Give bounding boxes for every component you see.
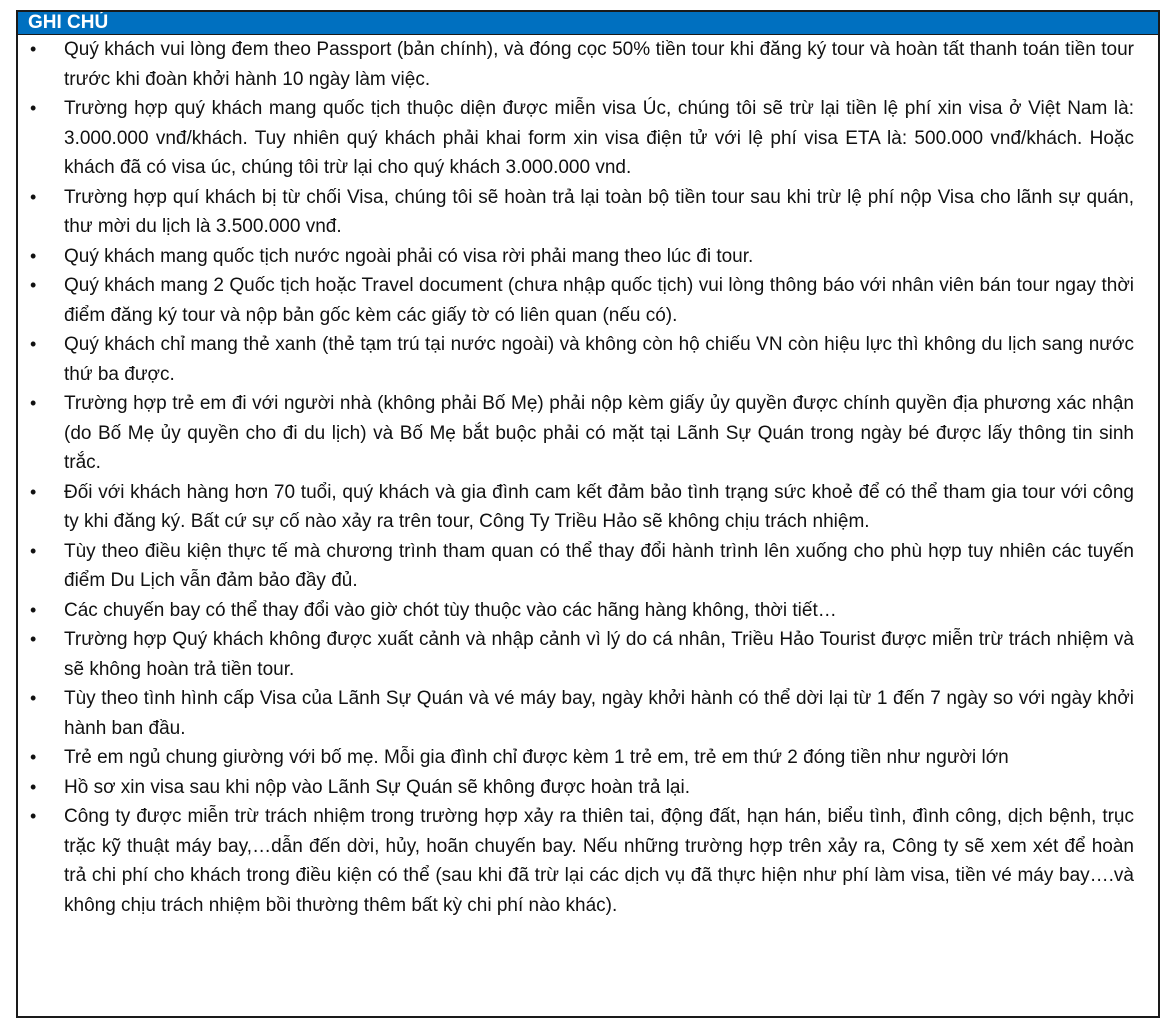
bullet-icon: •: [30, 245, 37, 266]
note-item: [18, 94, 1158, 183]
bullet-icon: •: [30, 629, 37, 649]
note-text: Các chuyến bay có thể thay đổi vào giờ chót tùy thuộc vào các hãng hàng không, thời tiết…: [64, 599, 837, 621]
note-item: [18, 625, 1158, 684]
bullet-icon: •: [30, 98, 37, 118]
note-text: Trường hợp trẻ em đi với người nhà (không phải Bố Mẹ) phải nộp kèm giấy ủy quyền được chính quyền địa phương xác nhận (do Bố Mẹ ủy quyền cho đi du lịch) và Bố Mẹ bắt buộc phải có mặt tại Lãnh Sự Quán trong ngày bé được lấy thông tin sinh trắc.: [64, 393, 1134, 473]
note-text: Công ty được miễn trừ trách nhiệm trong trường hợp xảy ra thiên tai, động đất, hạn hán, biểu tình, đình công, dịch bệnh, trục trặc kỹ thuật máy bay,…dẫn đến dời, hủy, hoãn chuyến bay. Nếu những trường hợp trên xảy ra, Công ty sẽ xem xét để hoàn trả chi phí cho khách trong điều kiện có thể (sau khi đã trừ lại các dịch vụ đã thực hiện như phí làm visa, tiền vé máy bay….và không chịu trách nhiệm bồi thường thêm bất kỳ chi phí nào khác).: [64, 806, 1134, 916]
note-text: Trẻ em ngủ chung giường với bố mẹ. Mỗi gia đình chỉ được kèm 1 trẻ em, trẻ em thứ 2 đóng tiền như người lớn: [64, 747, 1009, 768]
note-item: [18, 35, 1158, 94]
note-item: [18, 271, 1158, 330]
bullet-icon: •: [30, 39, 37, 59]
note-text: Quý khách chỉ mang thẻ xanh (thẻ tạm trú tại nước ngoài) và không còn hộ chiếu VN còn hiệu lực thì không du lịch sang nước thứ ba được.: [64, 334, 1134, 385]
notes-list: [18, 35, 1158, 920]
note-item: [18, 242, 1158, 272]
bullet-icon: •: [30, 275, 37, 295]
note-text: Hồ sơ xin visa sau khi nộp vào Lãnh Sự Quán sẽ không được hoàn trả lại.: [64, 776, 690, 798]
note-item: [18, 478, 1158, 537]
bullet-icon: •: [30, 334, 37, 354]
note-text: Tùy theo tình hình cấp Visa của Lãnh Sự Quán và vé máy bay, ngày khởi hành có thể dời lại từ 1 đến 7 ngày so với ngày khởi hành ban đầu.: [64, 688, 1134, 739]
note-item: [18, 596, 1158, 626]
note-text: Tùy theo điều kiện thực tế mà chương trình tham quan có thể thay đổi hành trình lên xuống cho phù hợp tuy nhiên các tuyến điểm Du Lịch vẫn đảm bảo đầy đủ.: [64, 540, 1134, 591]
bullet-icon: •: [30, 688, 37, 708]
note-item: [18, 183, 1158, 242]
bullet-icon: •: [30, 747, 37, 767]
notes-section: [16, 10, 1160, 1018]
note-item: [18, 330, 1158, 389]
note-text: Trường hợp quý khách mang quốc tịch thuộc diện được miễn visa Úc, chúng tôi sẽ trừ lại tiền lệ phí xin visa ở Việt Nam là: 3.000.000 vnđ/khách. Tuy nhiên quý khách phải khai form xin visa điện tử với lệ phí visa ETA là: 500.000 vnđ/khách. Hoặc khách đã có visa úc, chúng tôi trừ lại cho quý khách 3.000.000 vnd.: [64, 98, 1134, 178]
note-text: Đối với khách hàng hơn 70 tuổi, quý khách và gia đình cam kết đảm bảo tình trạng sức khoẻ để có thể tham gia tour với công ty khi đăng ký. Bất cứ sự cố nào xảy ra trên tour, Công Ty Triều Hảo sẽ không chịu trách nhiệm.: [64, 481, 1134, 532]
bullet-icon: •: [30, 540, 37, 561]
note-item: [18, 743, 1158, 773]
bullet-icon: •: [30, 599, 37, 620]
bullet-icon: •: [30, 186, 37, 207]
bullet-icon: •: [30, 806, 37, 826]
note-text: Trường hợp Quý khách không được xuất cảnh và nhập cảnh vì lý do cá nhân, Triều Hảo Tourist được miễn trừ trách nhiệm và sẽ không hoàn trả tiền tour.: [64, 629, 1134, 680]
bullet-icon: •: [30, 393, 37, 413]
bullet-icon: •: [30, 776, 37, 797]
note-item: [18, 389, 1158, 478]
note-item: [18, 537, 1158, 596]
note-text: Trường hợp quí khách bị từ chối Visa, chúng tôi sẽ hoàn trả lại toàn bộ tiền tour sau khi trừ lệ phí nộp Visa cho lãnh sự quán, thư mời du lịch là 3.500.000 vnđ.: [64, 186, 1134, 237]
note-item: [18, 773, 1158, 803]
note-item: [18, 802, 1158, 920]
note-text: Quý khách mang quốc tịch nước ngoài phải có visa rời phải mang theo lúc đi tour.: [64, 245, 754, 267]
notes-header: GHI CHÚ: [18, 12, 1158, 35]
note-item: [18, 684, 1158, 743]
bullet-icon: •: [30, 481, 37, 502]
note-text: Quý khách vui lòng đem theo Passport (bản chính), và đóng cọc 50% tiền tour khi đăng ký tour và hoàn tất thanh toán tiền tour trước khi đoàn khởi hành 10 ngày làm việc.: [64, 39, 1134, 90]
note-text: Quý khách mang 2 Quốc tịch hoặc Travel document (chưa nhập quốc tịch) vui lòng thông báo với nhân viên bán tour ngay thời điểm đăng ký tour và nộp bản gốc kèm các giấy tờ có liên quan (nếu có).: [64, 275, 1134, 326]
